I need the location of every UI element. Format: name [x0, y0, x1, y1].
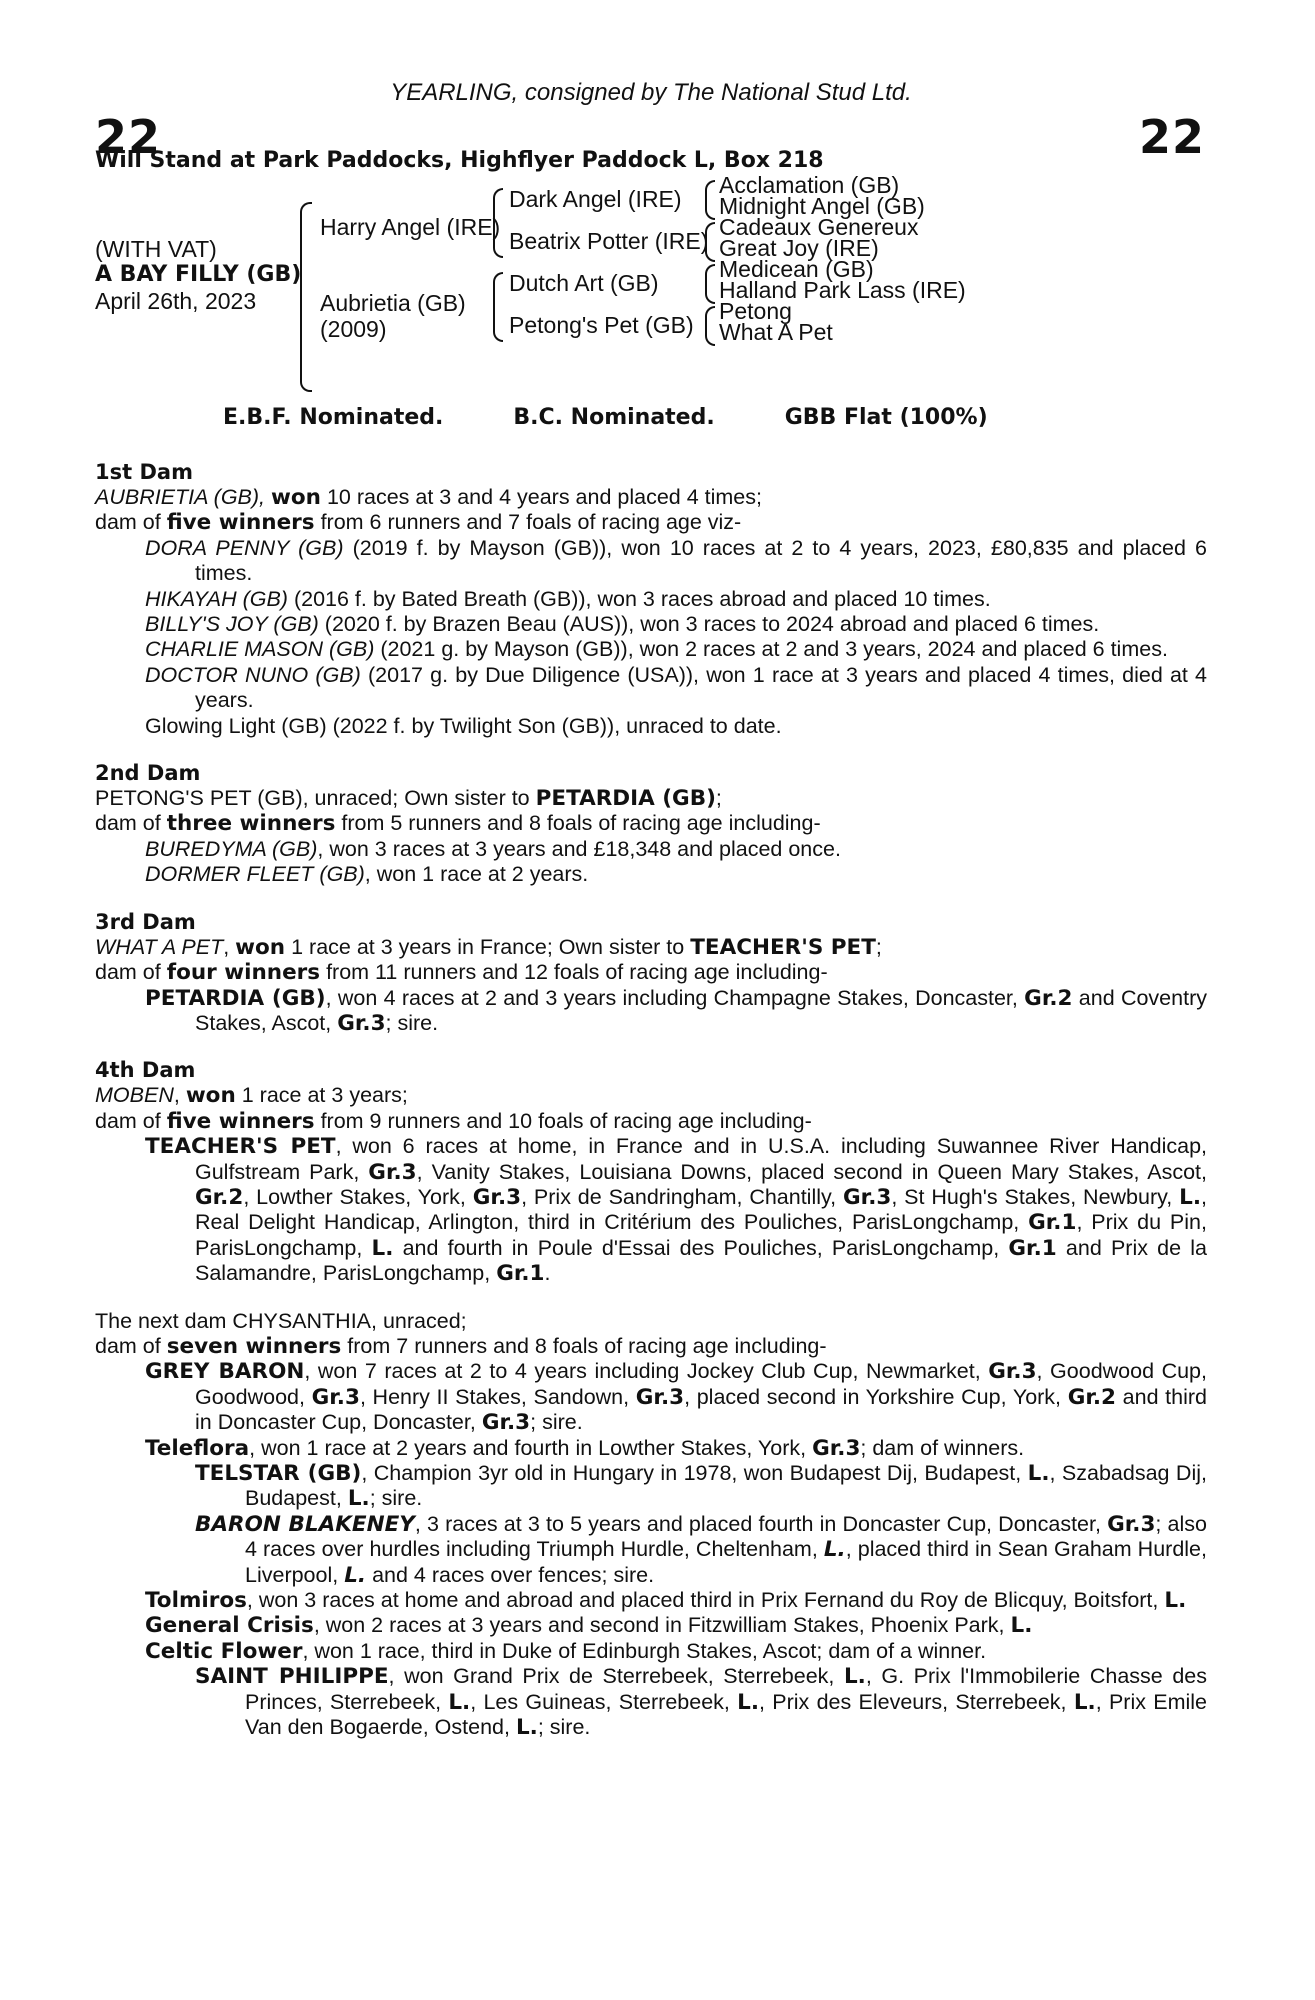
foaling-date: April 26th, 2023 [95, 288, 257, 314]
next-dam-line: The next dam CHYSANTHIA, unraced; [95, 1308, 467, 1333]
progeny-entry: HIKAYAH (GB) (2016 f. by Bated Breath (GB)), won 3 races abroad and placed 10 times. [145, 586, 991, 611]
section-title: 1st Dam [95, 460, 193, 484]
ggp-8: What A Pet [719, 319, 833, 345]
section-title: 2nd Dam [95, 761, 201, 786]
fourth-dam-section [95, 1058, 1207, 1286]
brace-ggp-3 [705, 264, 715, 304]
ggp-5: Medicean (GB) [719, 256, 874, 282]
lot-number-right: 22 [1138, 110, 1205, 164]
progeny-entry: DOCTOR NUNO (GB) (2017 g. by Due Diligence (USA)), won 1 race at 3 years and placed 4 times, died at 4 years. [145, 662, 1208, 713]
grand-progeny-entry: TELSTAR (GB), Champion 3yr old in Hungary in 1978, won Budapest Dij, Budapest, L., Szabadsag Dij, Budapest, L.; sire. [195, 1461, 1207, 1512]
dam-line: AUBRIETIA (GB), won 10 races at 3 and 4 years and placed 4 times; [95, 485, 762, 510]
progeny-entry: GREY BARON, won 7 races at 2 to 4 years including Jockey Club Cup, Newmarket, Gr.3, Goodwood Cup, Goodwood, Gr.3, Henry II Stakes, Sandown, Gr.3, placed second in Yorkshire Cup, York, Gr.2 and third in Doncaster Cup, Doncaster, Gr.3; sire. [145, 1359, 1207, 1436]
brace-dam-parents [493, 272, 503, 342]
dam-of-line: dam of three winners from 5 runners and 8 foals of racing age including- [95, 811, 821, 837]
section-title: 3rd Dam [95, 909, 196, 934]
progeny-entry: BUREDYMA (GB), won 3 races at 3 years and £18,348 and placed once. [145, 836, 841, 861]
first-dam-section [95, 460, 1207, 739]
progeny-entry: TEACHER'S PET, won 6 races at home, in France and in U.S.A. including Suwannee River Handicap, Gulfstream Park, Gr.3, Vanity Stakes, Louisiana Downs, placed second in Queen Mary Stakes, Ascot, Gr.2, Lowther Stakes, York, Gr.3, Prix de Sandringham, Chantilly, Gr.3, St Hugh's Stakes, Newbury, L., Real Delight Handicap, Arlington, third in Critérium des Pouliches, ParisLongchamp, Gr.1, Prix du Pin, ParisLongchamp, L. and fourth in Poule d'Essai des Pouliches, ParisLongchamp, Gr.1 and Prix de la Salamandre, ParisLongchamp, Gr.1. [145, 1134, 1208, 1287]
sire: Harry Angel (IRE) [320, 214, 501, 240]
dam-year: (2009) [320, 316, 387, 342]
progeny-entry: General Crisis, won 2 races at 3 years and second in Fitzwilliam Stakes, Phoenix Park, L. [145, 1613, 1033, 1639]
ggp-7: Petong [719, 298, 792, 324]
brace-ggp-4 [705, 306, 715, 346]
ggp-6: Halland Park Lass (IRE) [719, 277, 966, 303]
stand-location: Will Stand at Park Paddocks, Highflyer Paddock L, Box 218 [95, 148, 824, 173]
ggp-4: Great Joy (IRE) [719, 235, 879, 261]
second-dam-section [95, 761, 1207, 888]
nominations [223, 398, 1207, 438]
brace-ggp-1 [705, 180, 715, 220]
third-dam-section [95, 910, 1207, 1037]
dam-of-line: dam of five winners from 9 runners and 10 foals of racing age including- [95, 1108, 812, 1134]
dam: Aubrietia (GB) [320, 290, 466, 316]
brace-sire-dam [300, 202, 312, 392]
dam-of-line: dam of seven winners from 7 runners and 8 foals of racing age including- [95, 1333, 827, 1359]
dam-sire: Dutch Art (GB) [509, 270, 659, 296]
brace-sire-parents [493, 188, 503, 258]
dam-of-line: dam of five winners from 6 runners and 7 foals of racing age viz- [95, 510, 742, 536]
pedigree-table [95, 172, 1207, 390]
catalogue-page [95, 78, 1207, 1740]
ggp-3: Cadeaux Genereux [719, 214, 919, 240]
consignor-line: YEARLING, consigned by The National Stud Ltd. [390, 79, 912, 106]
sire-sire: Dark Angel (IRE) [509, 186, 682, 212]
gbb-flat: GBB Flat (100%) [784, 405, 988, 430]
dam-line: PETONG'S PET (GB), unraced; Own sister to PETARDIA (GB); [95, 786, 722, 812]
ebf-nomination: E.B.F. Nominated. [223, 405, 444, 430]
dam-of-line: dam of four winners from 11 runners and 12 foals of racing age including- [95, 960, 828, 986]
progeny-entry: PETARDIA (GB), won 4 races at 2 and 3 years including Champagne Stakes, Doncaster, Gr.2 and Coventry Stakes, Ascot, Gr.3; sire. [145, 985, 1207, 1036]
next-dam-section [95, 1309, 1207, 1741]
progeny-entry: DORMER FLEET (GB), won 1 race at 2 years. [145, 862, 589, 887]
progeny-entry: BILLY'S JOY (GB) (2020 f. by Brazen Beau (AUS)), won 3 races to 2024 abroad and placed 6 times. [145, 612, 1100, 637]
progeny-entry: Celtic Flower, won 1 race, third in Duke of Edinburgh Stakes, Ascot; dam of a winner. [145, 1638, 987, 1664]
section-title: 4th Dam [95, 1058, 196, 1083]
subject-name: A BAY FILLY (GB) [95, 262, 302, 287]
progeny-entry: Tolmiros, won 3 races at home and abroad and placed third in Prix Fernand du Roy de Blicquy, Boitsfort, L. [145, 1588, 1187, 1614]
bc-nomination: B.C. Nominated. [513, 405, 715, 430]
ggp-2: Midnight Angel (GB) [719, 193, 925, 219]
sire-dam: Beatrix Potter (IRE) [509, 228, 709, 254]
progeny-entry: Teleflora, won 1 race at 2 years and fourth in Lowther Stakes, York, Gr.3; dam of winners. [145, 1435, 1025, 1461]
progeny-entry-unraced: Glowing Light (GB) (2022 f. by Twilight Son (GB)), unraced to date. [145, 713, 782, 738]
ggp-1: Acclamation (GB) [719, 172, 900, 198]
progeny-entry: DORA PENNY (GB) (2019 f. by Mayson (GB)), won 10 races at 2 to 4 years, 2023, £80,835 and placed 6 times. [145, 535, 1207, 586]
brace-ggp-2 [705, 222, 715, 262]
vat-label: (WITH VAT) [95, 236, 217, 262]
dam-line: WHAT A PET, won 1 race at 3 years in France; Own sister to TEACHER'S PET; [95, 934, 882, 960]
progeny-entry: CHARLIE MASON (GB) (2021 g. by Mayson (GB)), won 2 races at 2 and 3 years, 2024 and placed 6 times. [145, 637, 1168, 662]
lot-number-left: 22 [95, 110, 162, 164]
dam-dam: Petong's Pet (GB) [509, 312, 694, 338]
dam-line: MOBEN, won 1 race at 3 years; [95, 1083, 408, 1109]
grand-progeny-entry: BARON BLAKENEY, 3 races at 3 to 5 years and placed fourth in Doncaster Cup, Doncaster, Gr.3; also 4 races over hurdles including Triumph Hurdle, Cheltenham, L., placed third in Sean Graham Hurdle, Liverpool, L. and 4 races over fences; sire. [195, 1511, 1207, 1588]
grand-progeny-entry: SAINT PHILIPPE, won Grand Prix de Sterrebeek, Sterrebeek, L., G. Prix l'Immobilerie Chasse des Princes, Sterrebeek, L., Les Guineas, Sterrebeek, L., Prix des Eleveurs, Sterrebeek, L., Prix Emile Van den Bogaerde, Ostend, L.; sire. [195, 1664, 1207, 1741]
